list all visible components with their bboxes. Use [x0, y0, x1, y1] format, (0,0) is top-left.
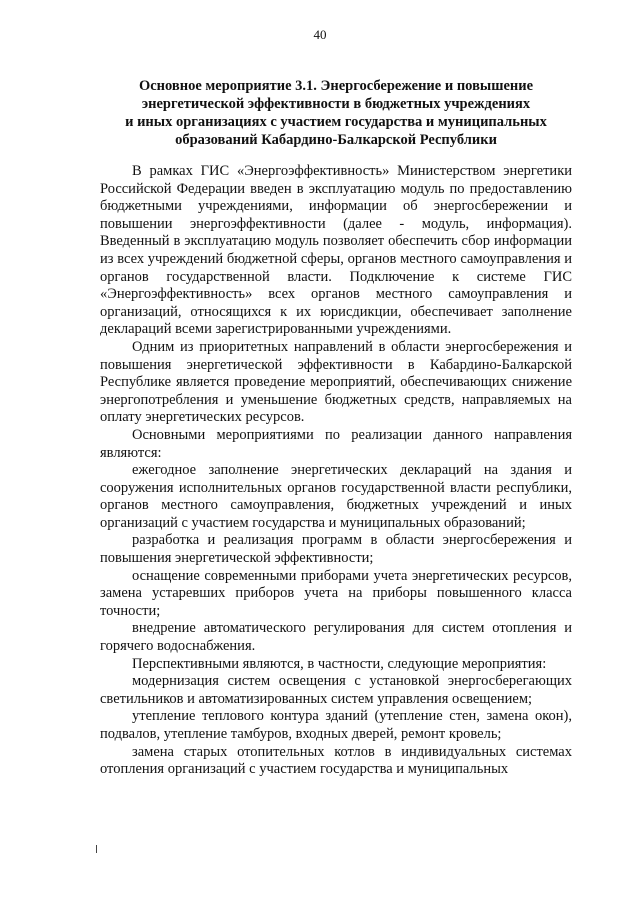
heading-line: образований Кабардино-Балкарской Республики [175, 132, 497, 148]
page-number: 40 [313, 27, 327, 42]
list-item: утепление теплового контура зданий (утепление стен, замена окон), подвалов, утепление тамбуров, входных дверей, ремонт кровель; [100, 708, 572, 742]
paragraph: Перспективными являются, в частности, следующие мероприятия: [132, 655, 547, 672]
paragraph: Одним из приоритетных направлений в области энергосбережения и повышения энергетической эффективности в Кабардино-Балкарской Республике является проведение мероприятий, обеспечивающих снижение энергопотребления и уменьшение бюджетных средств, направляемых на оплату энергетических ресурсов. [100, 338, 572, 426]
list-item: модернизация систем освещения с установкой энергосберегающих светильников и автоматизированных систем управления освещением; [100, 673, 572, 707]
heading-line: энергетической эффективности в бюджетных учреждениях [141, 96, 531, 112]
list-item: оснащение современными приборами учета энергетических ресурсов, замена устаревших приборов учета на приборы повышенного класса точности; [100, 567, 572, 619]
list-item: внедрение автоматического регулирования для систем отопления и горячего водоснабжения. [100, 620, 572, 655]
paragraph: Основными мероприятиями по реализации данного направления являются: [100, 426, 572, 461]
list-item: ежегодное заполнение энергетических деклараций на здания и сооружения исполнительных органов государственной власти республики, органов местного самоуправления, бюджетных учреждений и иных организаций с участием государства и муниципальных образований; [100, 462, 572, 531]
document-body [100, 163, 572, 779]
heading-line: и иных организациях с участием государства и муниципальных [125, 114, 547, 130]
list-item: замена старых отопительных котлов в индивидуальных системах отопления организаций с участием государства и муниципальных [100, 743, 572, 778]
paragraph: В рамках ГИС «Энергоэффективность» Министерством энергетики Российской Федерации введен в эксплуатацию модуль по предоставлению бюджетными учреждениями, информации об энергосбережении и повышении энергоэффективности (далее - модуль, информация). Введенный в эксплуатацию модуль позволяет обеспечить сбор информации из всех учреждений бюджетной сферы, органов местного самоуправления и органов государственной власти. Подключение к системе ГИС «Энергоэффективность» всех органов местного самоуправления и организаций, относящихся к их юрисдикции, обеспечивает заполнение деклараций всеми зарегистрированными учреждениями. [100, 163, 572, 338]
scan-mark [96, 845, 97, 853]
section-heading [100, 77, 572, 149]
heading-line: Основное мероприятие 3.1. Энергосбережение и повышение [138, 78, 534, 94]
list-item: разработка и реализация программ в области энергосбережения и повышения энергетической эффективности; [100, 532, 572, 567]
